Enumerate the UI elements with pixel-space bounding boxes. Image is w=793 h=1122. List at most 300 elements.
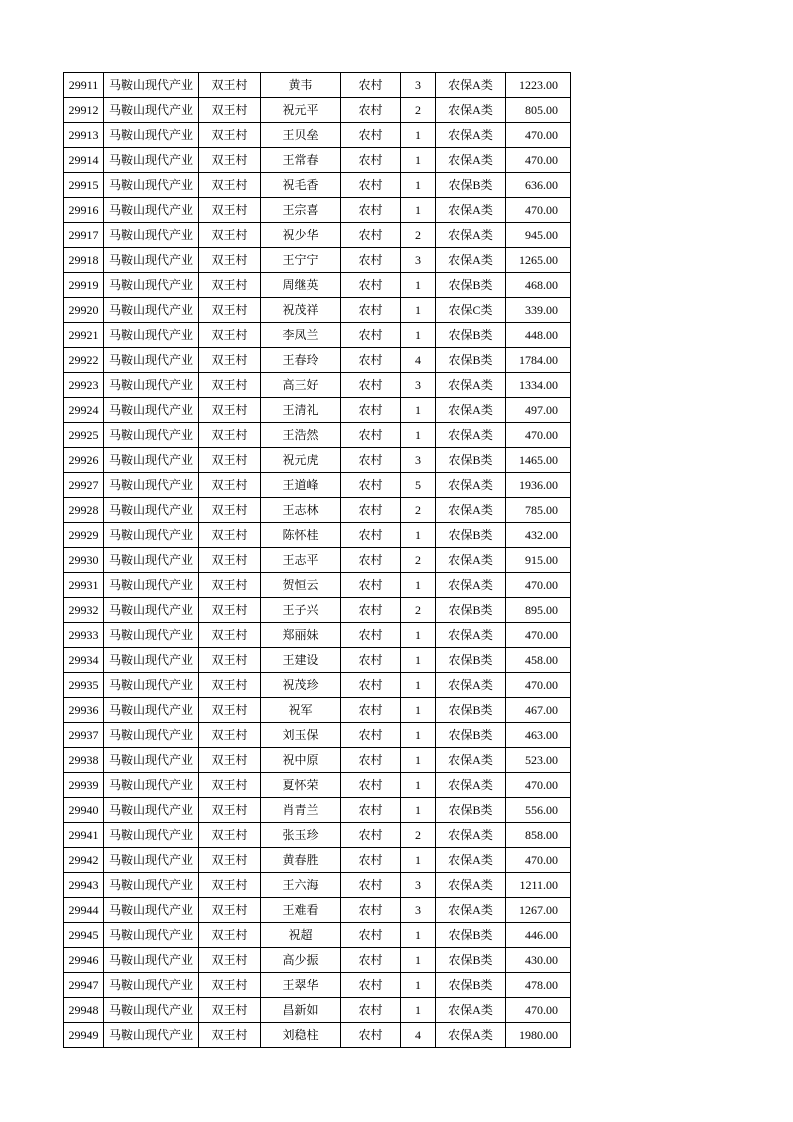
- cell-insurance-category: 农保B类: [436, 523, 506, 548]
- table-row: [64, 248, 571, 273]
- cell-amount: 1980.00: [506, 1023, 571, 1048]
- cell-village: 双王村: [199, 223, 261, 248]
- table-row: [64, 548, 571, 573]
- cell-amount: 470.00: [506, 848, 571, 873]
- cell-village: 双王村: [199, 873, 261, 898]
- cell-record-id: 29918: [64, 248, 104, 273]
- cell-record-id: 29947: [64, 973, 104, 998]
- cell-person-count: 1: [401, 673, 436, 698]
- table-row: [64, 1023, 571, 1048]
- cell-person-count: 1: [401, 623, 436, 648]
- cell-person-name: 高三好: [261, 373, 341, 398]
- cell-amount: 430.00: [506, 948, 571, 973]
- insurance-roster-table: [63, 72, 571, 1048]
- cell-person-count: 2: [401, 98, 436, 123]
- cell-organization: 马鞍山现代产业: [104, 523, 199, 548]
- cell-amount: 1936.00: [506, 473, 571, 498]
- table-row: [64, 773, 571, 798]
- cell-village: 双王村: [199, 673, 261, 698]
- cell-amount: 470.00: [506, 623, 571, 648]
- cell-organization: 马鞍山现代产业: [104, 698, 199, 723]
- cell-record-id: 29915: [64, 173, 104, 198]
- cell-village: 双王村: [199, 648, 261, 673]
- cell-person-name: 王志林: [261, 498, 341, 523]
- table-row: [64, 698, 571, 723]
- cell-village: 双王村: [199, 498, 261, 523]
- cell-village: 双王村: [199, 748, 261, 773]
- cell-record-id: 29949: [64, 1023, 104, 1048]
- cell-person-name: 王宗喜: [261, 198, 341, 223]
- cell-person-count: 1: [401, 173, 436, 198]
- cell-residence-type: 农村: [341, 423, 401, 448]
- cell-organization: 马鞍山现代产业: [104, 373, 199, 398]
- cell-person-count: 1: [401, 973, 436, 998]
- cell-person-name: 王春玲: [261, 348, 341, 373]
- cell-insurance-category: 农保A类: [436, 998, 506, 1023]
- cell-amount: 636.00: [506, 173, 571, 198]
- cell-residence-type: 农村: [341, 723, 401, 748]
- cell-insurance-category: 农保B类: [436, 598, 506, 623]
- cell-record-id: 29933: [64, 623, 104, 648]
- cell-record-id: 29911: [64, 73, 104, 98]
- cell-residence-type: 农村: [341, 323, 401, 348]
- cell-record-id: 29948: [64, 998, 104, 1023]
- cell-amount: 470.00: [506, 573, 571, 598]
- cell-amount: 470.00: [506, 123, 571, 148]
- cell-insurance-category: 农保B类: [436, 648, 506, 673]
- cell-record-id: 29937: [64, 723, 104, 748]
- cell-residence-type: 农村: [341, 498, 401, 523]
- cell-amount: 1784.00: [506, 348, 571, 373]
- cell-amount: 1223.00: [506, 73, 571, 98]
- cell-residence-type: 农村: [341, 1023, 401, 1048]
- cell-record-id: 29938: [64, 748, 104, 773]
- cell-record-id: 29945: [64, 923, 104, 948]
- cell-person-name: 昌新如: [261, 998, 341, 1023]
- cell-insurance-category: 农保A类: [436, 1023, 506, 1048]
- cell-amount: 523.00: [506, 748, 571, 773]
- table-row: [64, 748, 571, 773]
- cell-insurance-category: 农保B类: [436, 348, 506, 373]
- cell-village: 双王村: [199, 723, 261, 748]
- cell-record-id: 29919: [64, 273, 104, 298]
- cell-record-id: 29916: [64, 198, 104, 223]
- cell-village: 双王村: [199, 798, 261, 823]
- cell-record-id: 29923: [64, 373, 104, 398]
- cell-person-name: 祝毛香: [261, 173, 341, 198]
- cell-insurance-category: 农保B类: [436, 923, 506, 948]
- cell-insurance-category: 农保A类: [436, 623, 506, 648]
- cell-person-name: 王清礼: [261, 398, 341, 423]
- cell-residence-type: 农村: [341, 973, 401, 998]
- cell-village: 双王村: [199, 348, 261, 373]
- cell-village: 双王村: [199, 273, 261, 298]
- cell-village: 双王村: [199, 373, 261, 398]
- cell-village: 双王村: [199, 1023, 261, 1048]
- cell-amount: 463.00: [506, 723, 571, 748]
- cell-organization: 马鞍山现代产业: [104, 323, 199, 348]
- cell-amount: 448.00: [506, 323, 571, 348]
- cell-person-count: 1: [401, 923, 436, 948]
- cell-record-id: 29913: [64, 123, 104, 148]
- cell-organization: 马鞍山现代产业: [104, 123, 199, 148]
- cell-insurance-category: 农保A类: [436, 473, 506, 498]
- cell-person-name: 李凤兰: [261, 323, 341, 348]
- cell-record-id: 29924: [64, 398, 104, 423]
- table-row: [64, 848, 571, 873]
- cell-record-id: 29914: [64, 148, 104, 173]
- cell-residence-type: 农村: [341, 273, 401, 298]
- table-row: [64, 223, 571, 248]
- cell-residence-type: 农村: [341, 998, 401, 1023]
- cell-record-id: 29939: [64, 773, 104, 798]
- cell-organization: 马鞍山现代产业: [104, 1023, 199, 1048]
- cell-amount: 1334.00: [506, 373, 571, 398]
- cell-person-count: 1: [401, 523, 436, 548]
- cell-record-id: 29946: [64, 948, 104, 973]
- cell-organization: 马鞍山现代产业: [104, 223, 199, 248]
- cell-person-name: 郑丽妹: [261, 623, 341, 648]
- cell-person-count: 3: [401, 73, 436, 98]
- cell-person-name: 王子兴: [261, 598, 341, 623]
- cell-residence-type: 农村: [341, 623, 401, 648]
- cell-village: 双王村: [199, 98, 261, 123]
- cell-organization: 马鞍山现代产业: [104, 398, 199, 423]
- cell-person-name: 黄韦: [261, 73, 341, 98]
- cell-village: 双王村: [199, 173, 261, 198]
- table-row: [64, 648, 571, 673]
- cell-record-id: 29944: [64, 898, 104, 923]
- cell-insurance-category: 农保B类: [436, 273, 506, 298]
- cell-residence-type: 农村: [341, 598, 401, 623]
- roster-table-body: [64, 73, 571, 1048]
- cell-person-count: 2: [401, 548, 436, 573]
- cell-organization: 马鞍山现代产业: [104, 673, 199, 698]
- table-row: [64, 73, 571, 98]
- cell-residence-type: 农村: [341, 648, 401, 673]
- cell-residence-type: 农村: [341, 473, 401, 498]
- cell-residence-type: 农村: [341, 948, 401, 973]
- cell-organization: 马鞍山现代产业: [104, 448, 199, 473]
- cell-person-name: 王志平: [261, 548, 341, 573]
- cell-insurance-category: 农保B类: [436, 973, 506, 998]
- cell-amount: 470.00: [506, 148, 571, 173]
- cell-organization: 马鞍山现代产业: [104, 973, 199, 998]
- cell-amount: 470.00: [506, 773, 571, 798]
- table-row: [64, 973, 571, 998]
- cell-residence-type: 农村: [341, 248, 401, 273]
- cell-insurance-category: 农保B类: [436, 948, 506, 973]
- cell-amount: 470.00: [506, 998, 571, 1023]
- cell-village: 双王村: [199, 773, 261, 798]
- cell-amount: 467.00: [506, 698, 571, 723]
- cell-organization: 马鞍山现代产业: [104, 648, 199, 673]
- table-row: [64, 998, 571, 1023]
- cell-insurance-category: 农保A类: [436, 248, 506, 273]
- cell-record-id: 29927: [64, 473, 104, 498]
- cell-person-name: 祝茂祥: [261, 298, 341, 323]
- cell-village: 双王村: [199, 148, 261, 173]
- cell-insurance-category: 农保A类: [436, 423, 506, 448]
- cell-insurance-category: 农保A类: [436, 398, 506, 423]
- cell-organization: 马鞍山现代产业: [104, 548, 199, 573]
- cell-residence-type: 农村: [341, 798, 401, 823]
- cell-organization: 马鞍山现代产业: [104, 823, 199, 848]
- cell-insurance-category: 农保A类: [436, 873, 506, 898]
- cell-insurance-category: 农保B类: [436, 323, 506, 348]
- cell-person-name: 祝中原: [261, 748, 341, 773]
- cell-person-count: 2: [401, 223, 436, 248]
- table-row: [64, 948, 571, 973]
- table-row: [64, 523, 571, 548]
- cell-village: 双王村: [199, 473, 261, 498]
- cell-insurance-category: 农保A类: [436, 673, 506, 698]
- cell-organization: 马鞍山现代产业: [104, 798, 199, 823]
- cell-insurance-category: 农保A类: [436, 73, 506, 98]
- cell-record-id: 29926: [64, 448, 104, 473]
- table-row: [64, 148, 571, 173]
- table-row: [64, 723, 571, 748]
- cell-organization: 马鞍山现代产业: [104, 898, 199, 923]
- cell-person-name: 刘稳柱: [261, 1023, 341, 1048]
- cell-residence-type: 农村: [341, 573, 401, 598]
- cell-person-name: 王贝垒: [261, 123, 341, 148]
- cell-person-count: 1: [401, 848, 436, 873]
- cell-record-id: 29917: [64, 223, 104, 248]
- cell-record-id: 29932: [64, 598, 104, 623]
- cell-person-count: 1: [401, 148, 436, 173]
- table-row: [64, 598, 571, 623]
- cell-person-count: 1: [401, 198, 436, 223]
- cell-residence-type: 农村: [341, 748, 401, 773]
- cell-record-id: 29929: [64, 523, 104, 548]
- cell-person-name: 祝少华: [261, 223, 341, 248]
- cell-organization: 马鞍山现代产业: [104, 198, 199, 223]
- cell-record-id: 29942: [64, 848, 104, 873]
- cell-residence-type: 农村: [341, 773, 401, 798]
- cell-residence-type: 农村: [341, 198, 401, 223]
- cell-insurance-category: 农保A类: [436, 898, 506, 923]
- cell-insurance-category: 农保B类: [436, 798, 506, 823]
- cell-residence-type: 农村: [341, 173, 401, 198]
- table-row: [64, 348, 571, 373]
- cell-person-name: 周继英: [261, 273, 341, 298]
- table-row: [64, 373, 571, 398]
- cell-record-id: 29921: [64, 323, 104, 348]
- cell-amount: 1211.00: [506, 873, 571, 898]
- table-row: [64, 623, 571, 648]
- cell-organization: 马鞍山现代产业: [104, 148, 199, 173]
- cell-person-name: 祝元平: [261, 98, 341, 123]
- cell-amount: 1265.00: [506, 248, 571, 273]
- cell-residence-type: 农村: [341, 448, 401, 473]
- cell-record-id: 29912: [64, 98, 104, 123]
- cell-person-count: 3: [401, 898, 436, 923]
- table-row: [64, 423, 571, 448]
- cell-insurance-category: 农保A类: [436, 773, 506, 798]
- cell-residence-type: 农村: [341, 548, 401, 573]
- table-row: [64, 123, 571, 148]
- cell-organization: 马鞍山现代产业: [104, 348, 199, 373]
- table-row: [64, 98, 571, 123]
- cell-amount: 915.00: [506, 548, 571, 573]
- cell-insurance-category: 农保A类: [436, 123, 506, 148]
- cell-organization: 马鞍山现代产业: [104, 423, 199, 448]
- cell-residence-type: 农村: [341, 848, 401, 873]
- cell-person-count: 2: [401, 598, 436, 623]
- cell-residence-type: 农村: [341, 73, 401, 98]
- table-row: [64, 173, 571, 198]
- cell-person-name: 王六海: [261, 873, 341, 898]
- cell-village: 双王村: [199, 998, 261, 1023]
- cell-residence-type: 农村: [341, 898, 401, 923]
- cell-insurance-category: 农保A类: [436, 548, 506, 573]
- table-row: [64, 498, 571, 523]
- cell-person-count: 4: [401, 1023, 436, 1048]
- cell-person-name: 贺恒云: [261, 573, 341, 598]
- cell-organization: 马鞍山现代产业: [104, 498, 199, 523]
- cell-person-count: 1: [401, 323, 436, 348]
- cell-person-name: 刘玉保: [261, 723, 341, 748]
- cell-insurance-category: 农保A类: [436, 573, 506, 598]
- cell-person-name: 陈怀桂: [261, 523, 341, 548]
- cell-record-id: 29920: [64, 298, 104, 323]
- table-row: [64, 198, 571, 223]
- cell-residence-type: 农村: [341, 98, 401, 123]
- cell-amount: 497.00: [506, 398, 571, 423]
- cell-residence-type: 农村: [341, 523, 401, 548]
- cell-village: 双王村: [199, 573, 261, 598]
- cell-village: 双王村: [199, 698, 261, 723]
- cell-amount: 556.00: [506, 798, 571, 823]
- cell-organization: 马鞍山现代产业: [104, 573, 199, 598]
- cell-organization: 马鞍山现代产业: [104, 598, 199, 623]
- cell-person-name: 王常春: [261, 148, 341, 173]
- cell-organization: 马鞍山现代产业: [104, 298, 199, 323]
- cell-village: 双王村: [199, 323, 261, 348]
- cell-residence-type: 农村: [341, 298, 401, 323]
- cell-residence-type: 农村: [341, 373, 401, 398]
- cell-insurance-category: 农保A类: [436, 848, 506, 873]
- cell-village: 双王村: [199, 423, 261, 448]
- cell-organization: 马鞍山现代产业: [104, 723, 199, 748]
- table-row: [64, 298, 571, 323]
- cell-village: 双王村: [199, 398, 261, 423]
- cell-organization: 马鞍山现代产业: [104, 73, 199, 98]
- cell-person-count: 3: [401, 873, 436, 898]
- cell-residence-type: 农村: [341, 823, 401, 848]
- cell-village: 双王村: [199, 973, 261, 998]
- cell-person-name: 祝军: [261, 698, 341, 723]
- cell-village: 双王村: [199, 548, 261, 573]
- cell-amount: 470.00: [506, 198, 571, 223]
- cell-person-count: 1: [401, 798, 436, 823]
- cell-person-name: 张玉珍: [261, 823, 341, 848]
- cell-village: 双王村: [199, 198, 261, 223]
- cell-insurance-category: 农保C类: [436, 298, 506, 323]
- cell-residence-type: 农村: [341, 923, 401, 948]
- table-row: [64, 448, 571, 473]
- cell-record-id: 29940: [64, 798, 104, 823]
- cell-person-count: 1: [401, 698, 436, 723]
- cell-person-count: 1: [401, 423, 436, 448]
- cell-amount: 468.00: [506, 273, 571, 298]
- cell-village: 双王村: [199, 73, 261, 98]
- table-row: [64, 398, 571, 423]
- cell-residence-type: 农村: [341, 348, 401, 373]
- table-row: [64, 573, 571, 598]
- table-row: [64, 273, 571, 298]
- cell-person-count: 3: [401, 373, 436, 398]
- cell-village: 双王村: [199, 123, 261, 148]
- cell-organization: 马鞍山现代产业: [104, 998, 199, 1023]
- cell-residence-type: 农村: [341, 698, 401, 723]
- cell-record-id: 29935: [64, 673, 104, 698]
- table-row: [64, 923, 571, 948]
- cell-organization: 马鞍山现代产业: [104, 273, 199, 298]
- cell-insurance-category: 农保A类: [436, 148, 506, 173]
- cell-organization: 马鞍山现代产业: [104, 173, 199, 198]
- cell-person-count: 4: [401, 348, 436, 373]
- cell-person-name: 王宁宁: [261, 248, 341, 273]
- cell-insurance-category: 农保A类: [436, 198, 506, 223]
- cell-residence-type: 农村: [341, 123, 401, 148]
- cell-person-name: 祝茂珍: [261, 673, 341, 698]
- table-row: [64, 473, 571, 498]
- cell-record-id: 29931: [64, 573, 104, 598]
- cell-insurance-category: 农保A类: [436, 498, 506, 523]
- cell-residence-type: 农村: [341, 223, 401, 248]
- cell-residence-type: 农村: [341, 398, 401, 423]
- cell-person-count: 1: [401, 573, 436, 598]
- cell-amount: 805.00: [506, 98, 571, 123]
- cell-residence-type: 农村: [341, 873, 401, 898]
- cell-person-count: 1: [401, 273, 436, 298]
- cell-amount: 785.00: [506, 498, 571, 523]
- cell-village: 双王村: [199, 898, 261, 923]
- cell-organization: 马鞍山现代产业: [104, 748, 199, 773]
- cell-person-count: 1: [401, 648, 436, 673]
- table-row: [64, 898, 571, 923]
- cell-person-name: 王难看: [261, 898, 341, 923]
- cell-record-id: 29943: [64, 873, 104, 898]
- cell-person-count: 5: [401, 473, 436, 498]
- cell-person-count: 1: [401, 998, 436, 1023]
- cell-village: 双王村: [199, 298, 261, 323]
- cell-organization: 马鞍山现代产业: [104, 848, 199, 873]
- cell-amount: 1465.00: [506, 448, 571, 473]
- table-row: [64, 673, 571, 698]
- cell-person-name: 夏怀荣: [261, 773, 341, 798]
- cell-organization: 马鞍山现代产业: [104, 473, 199, 498]
- cell-amount: 458.00: [506, 648, 571, 673]
- table-row: [64, 873, 571, 898]
- cell-organization: 马鞍山现代产业: [104, 98, 199, 123]
- cell-insurance-category: 农保B类: [436, 448, 506, 473]
- cell-person-count: 2: [401, 823, 436, 848]
- cell-insurance-category: 农保B类: [436, 173, 506, 198]
- cell-person-name: 王浩然: [261, 423, 341, 448]
- cell-village: 双王村: [199, 823, 261, 848]
- cell-amount: 945.00: [506, 223, 571, 248]
- cell-person-name: 王建设: [261, 648, 341, 673]
- cell-amount: 432.00: [506, 523, 571, 548]
- cell-village: 双王村: [199, 623, 261, 648]
- cell-amount: 446.00: [506, 923, 571, 948]
- cell-record-id: 29934: [64, 648, 104, 673]
- cell-organization: 马鞍山现代产业: [104, 623, 199, 648]
- cell-person-count: 1: [401, 723, 436, 748]
